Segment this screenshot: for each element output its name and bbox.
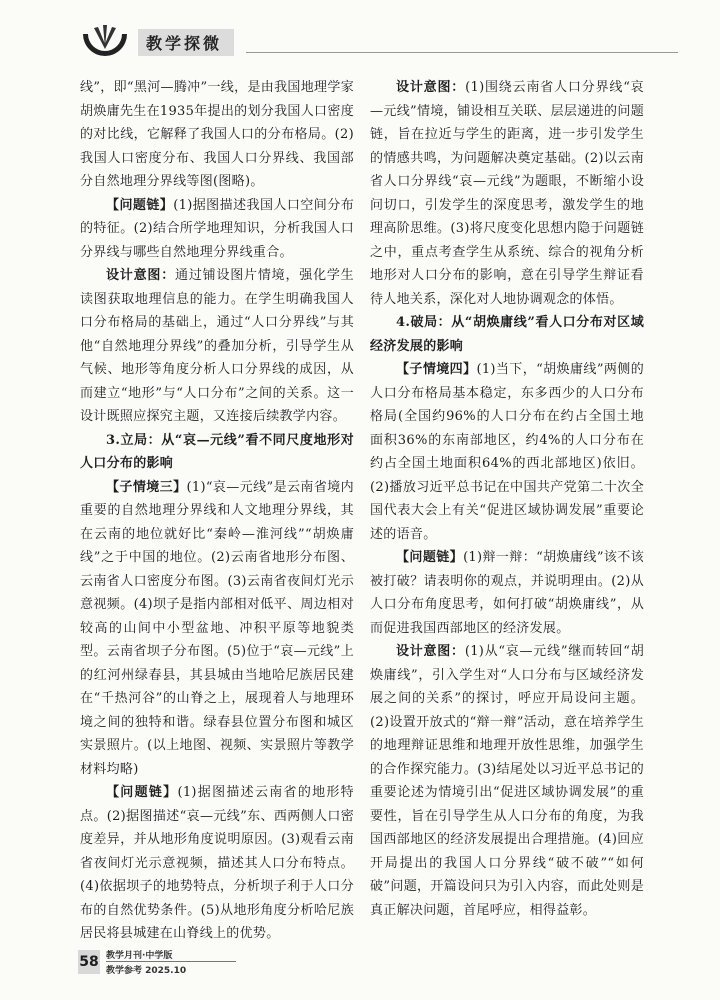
- text: (1)当下，“胡焕庸线”两侧的人口分布格局基本稳定，东多西少的人口分布格局(全国约96%的人口分布在约占全国土地面积36%的东南部地区，约4%的人口分布在约占全国土地面积64%的西北部地区)依旧。(2)播放习近平总书记在中国共产党第二十次全国代表大会上有关“促进区域协调发展”重要论述的语音。: [370, 362, 644, 542]
- label: 【问题链】: [106, 197, 174, 213]
- label: 【子情境三】: [106, 479, 187, 495]
- left-column: [80, 76, 354, 946]
- page-header: [78, 24, 678, 60]
- paragraph: [80, 781, 354, 946]
- section-heading: 4.破局：从“胡焕庸线”看人口分布对区域经济发展的影响: [370, 315, 644, 354]
- label: 【问题链】: [396, 550, 464, 565]
- paragraph: [370, 640, 644, 922]
- text: (1)围绕云南省人口分界线“哀—元线”情境，铺设相互关联、层层递进的问题链，旨在拉近与学生的距离，进一步引发学生的情感共鸣，为问题解决奠定基础。(2)以云南省人口分界线“哀—元线”为题眼，不断缩小设问切口，引发学生的深度思考，激发学生的地理高阶思维。(3)将尺度变化思想内隐于问题链之中，重点考查学生从系统、综合的视角分析地形对人口分布的影响，意在引导学生辩证看待人地关系，深化对人地协调观念的体悟。: [370, 80, 644, 307]
- text: (1)据图描述云南省的地形特点。(2)据图描述“哀—元线”东、西两侧人口密度差异，并从地形角度说明原因。(3)观看云南省夜间灯光示意视频，描述其人口分布特点。(4)依据坝子的地势特点，分析坝子利于人口分布的自然优势条件。(5)从地形角度分析哈尼族居民将县城建在山脊线上的优势。: [80, 785, 354, 941]
- paragraph: [80, 476, 354, 782]
- right-column: [370, 76, 644, 922]
- paragraph: 线”，即“黑河—腾冲”一线，是由我国地理学家胡焕庸先生在1935年提出的划分我国人口密度的对比线，它解释了我国人口的分布格局。(2)我国人口密度分布、我国人口分界线、我国部分自然地理分界线等图(图略)。: [80, 80, 354, 189]
- paragraph: [80, 264, 354, 429]
- paragraph: [370, 76, 644, 311]
- journal-logo-icon: [78, 24, 132, 58]
- text: (1)“哀—元线”是云南省境内重要的自然地理分界线和人文地理分界线，其在云南的地位就好比“秦岭—淮河线”“胡焕庸线”之于中国的地位。(2)云南省地形分布图、云南省人口密度分布图。(3)云南省夜间灯光示意视频。(4)坝子是指内部相对低平、周边相对较高的山间中小型盆地、冲积平原等地貌类型。云南省坝子分布图。(5)位于“哀—元线”上的红河州绿春县，其县城由当地哈尼族居民建在“千热河谷”的山脊之上，展现着人与地理环境之间的独特和谐。绿春县位置分布图和城区实景照片。(以上地图、视频、实景照片等教学材料均略): [80, 479, 354, 777]
- text: (1)据图描述我国人口空间分布的特征。(2)结合所学地理知识，分析我国人口分界线与哪些自然地理分界线重合。: [80, 197, 354, 260]
- paragraph: [80, 194, 354, 265]
- text: (1)从“哀—元线”继而转回“胡焕庸线”，引入学生对“人口分布与区域经济发展之间的关系”的探讨，呼应开局设问主题。(2)设置开放式的“辩一辩”活动，意在培养学生的地理辩证思维和地理开放性思维，加强学生的合作探究能力。(3)结尾处以习近平总书记的重要论述为情境引出“促进区域协调发展”的重要性，旨在引导学生从人口分布的角度，为我国西部地区的经济发展提出合理措施。(4)回应开局提出的我国人口分界线“破不破”“如何破”问题，开篇设问只为引入内容，而此处则是真正解决问题，首尾呼应，相得益彰。: [370, 644, 644, 918]
- paragraph: [370, 358, 644, 546]
- page-number: 58: [78, 950, 100, 974]
- section-title: 教学探微: [138, 29, 234, 56]
- page-footer: [78, 946, 278, 980]
- label: 设计意图：: [396, 644, 465, 659]
- text: (1)辩一辩：“胡焕庸线”该不该被打破？请表明你的观点，并说明理由。(2)从人口分布角度思考，如何打破“胡焕庸线”，从而促进我国西部地区的经济发展。: [370, 550, 644, 636]
- footer-rule: [106, 961, 236, 962]
- header-rule: [246, 52, 678, 53]
- journal-name: 教学月刊·中学版: [106, 951, 173, 961]
- label: 设计意图：: [396, 80, 466, 95]
- label: 【问题链】: [106, 785, 178, 800]
- section-heading: 3.立局：从“哀—元线”看不同尺度地形对人口分布的影响: [80, 432, 354, 471]
- issue-info: 教学参考 2025.10: [106, 966, 187, 976]
- text: 通过铺设图片情境，强化学生读图获取地理信息的能力。在学生明确我国人口分布格局的基础上，通过“人口分界线”与其他“自然地理分界线”的叠加分析，引导学生从气候、地形等角度分析人口分界线的成因，从而建立“地形”与“人口分布”之间的关系。这一设计既照应探究主题，又连接后续教学内容。: [80, 268, 354, 424]
- label: 设计意图：: [106, 268, 176, 283]
- paragraph: [370, 546, 644, 640]
- label: 【子情境四】: [396, 362, 477, 377]
